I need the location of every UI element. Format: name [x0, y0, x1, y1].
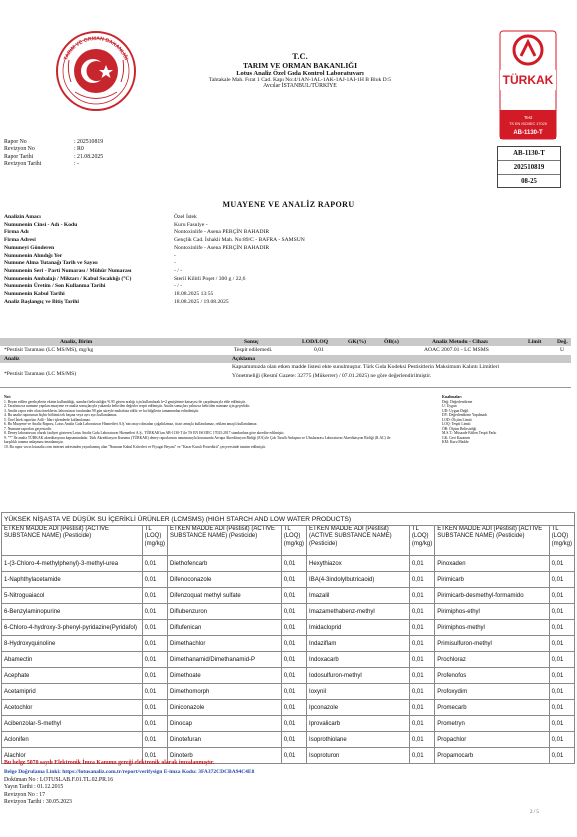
pesticide-loq: 0,01 [549, 716, 574, 732]
table-row [2, 652, 575, 668]
pesticide-loq: 0,01 [549, 668, 574, 684]
abbr-title: Kısaltmalar: [442, 395, 463, 399]
abbr-item: LOD: Ölçüm Limiti [442, 417, 472, 422]
pesticide-name: Diethofencarb [168, 556, 282, 572]
col-header-name: ETKEN MADDE ADI (Pestisit) (ACTIVE SUBSTANCE NAME) (Pesticide) [2, 526, 143, 556]
pesticide-name: Ipconazole [307, 700, 410, 716]
pesticide-name: Primisulfuron-methyl [435, 636, 549, 652]
note-item: 4. Bu analiz raporunun hiçbir bölümü tek başına veya ayrı ayrı kullanılamaz. [4, 413, 118, 417]
table-row [2, 572, 575, 588]
info-row: Numunenin Seri - Parti Numarası / Mühür Numarası - / - [4, 267, 183, 274]
meta-value: : 21.08.2025 [74, 153, 104, 160]
pesticide-name: Diflufenican [168, 620, 282, 636]
accreditation-code: AB-1130-T [498, 147, 560, 161]
pesticide-loq: 0,01 [281, 716, 306, 732]
abbr-item: LOQ: Tespit Limiti [442, 422, 471, 426]
col-header-name: ETKEN MADDE ADI (Pestisit) (ACTIVE SUBSTANCE NAME) (Pesticide) [307, 526, 410, 556]
pesticide-name: Ioxynil [307, 684, 410, 700]
pesticide-name: Dimethachlor [168, 636, 282, 652]
page-title: MUAYENE VE ANALİZ RAPORU [222, 200, 355, 209]
col-header-name: ETKEN MADDE ADI (Pestisit) (ACTIVE SUBSTANCE NAME) (Pesticide) [168, 526, 282, 556]
info-row: Numunenin Kabul Tarihi 18.08.2025 13:55 [4, 291, 214, 298]
pesticide-loq: 0,01 [409, 668, 434, 684]
pesticide-name: Hexythiazox [307, 556, 410, 572]
pesticide-loq: 0,01 [281, 684, 306, 700]
pesticide-name: Imidacloprid [307, 620, 410, 636]
pesticide-loq: 0,01 [549, 588, 574, 604]
pesticide-name: Profenofos [435, 668, 549, 684]
pesticide-loq: 0,01 [281, 668, 306, 684]
pesticide-loq: 0,01 [409, 556, 434, 572]
col-header-loq: TL (LOQ) (mg/kg) [549, 526, 574, 556]
pesticide-loq: 0,01 [549, 604, 574, 620]
pesticide-loq: 0,01 [549, 556, 574, 572]
results-header [0, 338, 571, 346]
aciklama-header: Analiz Açıklama [0, 355, 571, 363]
pesticide-loq: 0,01 [142, 716, 167, 732]
pesticide-loq: 0,01 [549, 748, 574, 764]
pesticide-name: Difenzoquat methyl sulfate [168, 588, 282, 604]
pesticide-loq: 0,01 [549, 636, 574, 652]
seal-text: TARIM VE ORMAN BAKANLIĞI [63, 35, 129, 62]
pesticide-loq: 0,01 [142, 700, 167, 716]
pesticide-name: Indaziflam [307, 636, 410, 652]
meta-value: : R0 [74, 146, 84, 153]
pesticide-name: Pinoxaden [435, 556, 549, 572]
pesticide-table [1, 512, 575, 764]
pesticide-name: 1-(3-Chloro-4-methylphenyl)-3-methyl-urea [2, 556, 143, 572]
pesticide-name: Aclonifen [2, 732, 143, 748]
pesticide-name: Prometryn [435, 716, 549, 732]
abbr-item: Değ: Değerlendirme [442, 399, 473, 404]
pesticide-name: Profoxydim [435, 684, 549, 700]
pesticide-name: Abamectin [2, 652, 143, 668]
abbr-item: U: Uygun [442, 404, 457, 408]
meta-key: Rapor No [4, 139, 27, 145]
col-header-loq: TL (LOQ) (mg/kg) [142, 526, 167, 556]
doc-revision-date: Revizyon Tarihi : 30.05.2023 [4, 799, 72, 806]
pesticide-name: Iprovalicarb [307, 716, 410, 732]
lab-address-line2: Avcılar İSTANBUL/TÜRKİYE [263, 83, 337, 90]
pesticide-name: 5-Nitroguaiacol [2, 588, 143, 604]
pesticide-name: Diflubenzuron [168, 604, 282, 620]
pesticide-name: Dinoterb [168, 748, 282, 764]
pesticide-name: 1-Naphthylacetamide [2, 572, 143, 588]
notes-title: Not: [4, 395, 11, 399]
info-row: Numunenin Cinsi - Adı - Kodu Kuru Fasulye - [4, 221, 208, 228]
pesticide-name: Propamocarb [435, 748, 549, 764]
info-row: Numunenin Üretim / Son Kullanma Tarihi - / - [4, 283, 183, 290]
note-item: 1. Beyan edilen gerekçelerin ekinin kullanıldığı, standart belirsizliğin % 95 güven aralığı için kullanılarak k=2 genişletme katsayısı ile çarpılmasıyla elde edilmiştir. [4, 399, 246, 404]
abbr-item: KM: Kuru Madde [442, 440, 469, 444]
note-item: 8. Deney laboratuvarı olarak faaliyet gösteren Lotus Analiz Gıda Laboratuvar Hizmetleri A.Ş., TÜRKAK'tan AB-1130-T ile TS EN ISO/IEC 17025:2017 standardına göre akredite edilmiştir. [4, 431, 285, 435]
report-meta [4, 139, 103, 168]
pesticide-name: 6-Chloro-4-hydroxy-3-phenyl-pyridazine(Pyridafol) [2, 620, 143, 636]
notes [4, 395, 404, 449]
pesticide-name: Pirimiphos-ethyl [435, 604, 549, 620]
turkak-sub1: Test [523, 115, 533, 120]
abbr-item: GK: Geri Kazanım [442, 435, 471, 440]
info-row: Firma Adresi Gençlik Cad. İshakli Mah. No:89/C - BAFRA - SAMSUN [4, 237, 305, 244]
pesticide-table-caption: YÜKSEK NİŞASTA VE DÜŞÜK SU İÇERİKLİ ÜRÜNLER (LCMSMS) (HIGH STARCH AND LOW WATER PRODUCTS) [2, 513, 575, 526]
info-row: Analizin Amacı Özel İstek [4, 214, 197, 220]
pesticide-loq: 0,01 [549, 732, 574, 748]
note-item: 7. Numune raporları geçersizdir. [4, 426, 52, 431]
pesticide-loq: 0,01 [549, 700, 574, 716]
col-analysis: Analiz, Birim [60, 339, 93, 345]
pesticide-loq: 0,01 [409, 620, 434, 636]
pesticide-name: Pirimicarb [435, 572, 549, 588]
pesticide-loq: 0,01 [409, 684, 434, 700]
col-header-loq: TL (LOQ) (mg/kg) [281, 526, 306, 556]
note-item: 10. Bu rapor www.lotusaliz.com internet adresinden yayınlanmış olan "Numune Kabul Kriterleri ve Fiyagat Beyanı" ve "Karar Kuralı Prosedürü" çerçevesinde tanzim edilmiştir. [4, 444, 266, 449]
accreditation-report-no: 202510819 [498, 161, 560, 175]
pesticide-name: 6-Benzylaminopurine [2, 604, 143, 620]
pesticide-loq: 0,01 [281, 588, 306, 604]
turkak-logo [499, 30, 557, 140]
pesticide-loq: 0,01 [409, 700, 434, 716]
page-number: 2 / 5 [530, 810, 539, 815]
pesticide-name: Isoproturon [307, 748, 410, 764]
pesticide-name: Imazamethabenz-methyl [307, 604, 410, 620]
pesticide-loq: 0,01 [142, 588, 167, 604]
note-item: 6. Bu Muayene ve Analiz Raporu, Lotus Analiz Gıda Laboratuvar Hizmetleri A.Ş.'nin onayı olmadan çoğaltılamaz, ticari amaçla kullanılamaz, reklam amaçlı kullanılamaz. [4, 422, 258, 426]
info-row: Numunenin Alındığı Yer - [4, 252, 176, 259]
pesticide-loq: 0,01 [281, 604, 306, 620]
col-lod: LOD/LOQ [302, 339, 329, 345]
pesticide-loq: 0,01 [142, 684, 167, 700]
pesticide-loq: 0,01 [142, 572, 167, 588]
document-info [4, 777, 113, 807]
pesticide-name: Imazalil [307, 588, 410, 604]
lab-address-line1: Tahtakale Mah. Fırat 1 Cad. Kapı No:4/1AN-1AL-1AK-1AJ-1AI-1H B Blok D:5 [208, 77, 392, 84]
pesticide-loq: 0,01 [549, 620, 574, 636]
pesticide-loq: 0,01 [409, 716, 434, 732]
doc-no: Doküman No : LOTUSLAB.F.01.TL.02.PR.16 [4, 777, 114, 783]
pesticide-loq: 0,01 [142, 556, 167, 572]
table-row [2, 636, 575, 652]
pesticide-loq: 0,01 [409, 732, 434, 748]
note-item: 2. Tarafımızca numune yapılan muayene ve analiz sonuçlarıyla yukarıda belirtilen değerler tespit edilmiştir. Analiz sonuçları yalnızca belirtilen numune için geçerlidir. [4, 404, 251, 408]
pesticide-loq: 0,01 [549, 572, 574, 588]
pesticide-loq: 0,01 [142, 668, 167, 684]
meta-value: : - [74, 160, 79, 167]
info-row: Firma Adı Nontoxinlife - Asena PERÇİN BAHADIR [4, 229, 270, 236]
turkak-code: AB-1130-T [513, 130, 543, 136]
pesticide-loq: 0,01 [281, 572, 306, 588]
info-row: Numunenin Ambalajı / Miktarı / Kabul Sıcaklığı (°C) Steril Kilitli Poşet / 300 g / 22,6 [4, 275, 246, 282]
results-row: *Pestisit Taraması (LC MS/MS), mg/kg Tespit edilemedi. 0,01 AOAC 2007.01 - LC MSMS U [4, 347, 565, 353]
pesticide-loq: 0,01 [281, 748, 306, 764]
pesticide-loq: 0,01 [549, 684, 574, 700]
turkak-wordmark: TÜRKAK [502, 73, 554, 87]
results-table [0, 338, 571, 388]
table-row [2, 604, 575, 620]
pesticide-name: Pirimicarb-desmethyl-formamido [435, 588, 549, 604]
pesticide-name: Diniconazole [168, 700, 282, 716]
pesticide-name: Acibenzolar-S-methyl [2, 716, 143, 732]
pesticide-name: Acetamiprid [2, 684, 143, 700]
pesticide-loq: 0,01 [549, 652, 574, 668]
info-row: Numune Alma Tutanağı Tarih ve Sayısı - [4, 260, 176, 267]
pesticide-loq: 0,01 [142, 732, 167, 748]
meta-key: Revizyon Tarihi [4, 160, 42, 167]
lab-name: Lotus Analiz Özel Gıda Kontrol Laboratuvarı [236, 69, 364, 77]
pesticide-loq: 0,01 [281, 700, 306, 716]
pesticide-loq: 0,01 [281, 556, 306, 572]
pesticide-name: Alachlor [2, 748, 143, 764]
col-header-loq: TL (LOQ) (mg/kg) [409, 526, 434, 556]
pesticide-loq: 0,01 [409, 572, 434, 588]
turkak-sub2: TS EN ISO/IEC 17025 [509, 122, 547, 126]
pesticide-name: Dinocap [168, 716, 282, 732]
pesticide-name: Isoprothiolane [307, 732, 410, 748]
col-header-name: ETKEN MADDE ADI (Pestisit) (ACTIVE SUBSTANCE NAME) (Pesticide) [435, 526, 549, 556]
pesticide-name: Dimethomorph [168, 684, 282, 700]
pesticide-name: Acephate [2, 668, 143, 684]
note-item: 9. "*" İle analiz TÜRKAK akreditasyonu kapsamındadır. Türk Akreditasyon Kurumu (TÜRKAK) deney raporlarının tanınmasıyla konusunda Avrupa Akreditasyon Birliği (EA) ile Çok Taraflı Anlaşma ve Uluslararası Laboratuvar Akreditasyon Birliği (ILAC) ile karşılıklı tanıma anlaşması imzalamıştır. [4, 435, 391, 444]
note-item: 3. Analiz rapor eder olan örneklerin, laboratuvar tarafından 90 gün süreyle muhafaza edilir ve bu bilgilerin tamamından edinilmiştir. [4, 408, 199, 413]
table-row [2, 684, 575, 700]
ministry-seal [55, 30, 137, 112]
pesticide-name: Indoxacarb [307, 652, 410, 668]
aciklama-row: *Pestisit Taraması (LC MS/MS) Kapsamımızda olan etken madde listesi ekte sunulmuştur. Türk Gıda Kodeksi Pestisitlerin Maksimum Kalıntı Limitleri Yönetmeliği (Resmî Gazete: 32775 (Mükerrer) / 07.01.2025) ne göre değerlendirilmiştir. [0, 363, 571, 388]
pesticide-name: Prochloraz [435, 652, 549, 668]
analysis-info [4, 214, 305, 306]
doc-revision-no: Revizyon No : 17 [4, 791, 46, 798]
abbr-item: M.S.T.: Müsaade Edilen Tespit Farkı [442, 431, 497, 435]
meta-key: Rapor Tarihi [4, 153, 34, 160]
table-row [2, 556, 575, 572]
pesticide-loq: 0,01 [142, 636, 167, 652]
esign-notice: Bu belge 5070 sayılı Elektronik İmza Kanunu gereği elektronik olarak imzalanmıştır. [4, 760, 215, 766]
pesticide-loq: 0,01 [409, 604, 434, 620]
pesticide-table-header [2, 526, 575, 556]
lab-header [150, 52, 450, 90]
pesticide-loq: 0,01 [281, 652, 306, 668]
pesticide-loq: 0,01 [409, 636, 434, 652]
pesticide-name: Promecarb [435, 700, 549, 716]
pesticide-loq: 0,01 [281, 732, 306, 748]
pesticide-name: Dinotefuran [168, 732, 282, 748]
col-method: Analiz Metodu - Cihazı [432, 339, 488, 345]
pesticide-loq: 0,01 [409, 588, 434, 604]
pesticide-loq: 0,01 [409, 748, 434, 764]
pesticide-loq: 0,01 [409, 652, 434, 668]
meta-value: : 202510819 [74, 139, 104, 145]
col-result: Sonuç [244, 339, 259, 345]
ministry-short: T.C. [292, 51, 308, 61]
ministry-name: TARIM VE ORMAN BAKANLIĞI [242, 60, 358, 70]
col-limit: Limit [528, 339, 542, 345]
pesticide-name: Difenoconazole [168, 572, 282, 588]
table-row [2, 668, 575, 684]
verify-link[interactable]: Belge Doğrulama Linki: https://lotusanaliz.com.tr/report/verifysign E-imza Kodu: 3FA372CDCBA94C4E8 [4, 769, 255, 775]
pesticide-name: Acetochlor [2, 700, 143, 716]
accreditation-date: 08-25 [521, 178, 537, 185]
info-row: Numuneyi Gönderen Nontoxinlife - Asena PERÇİN BAHADIR [4, 244, 270, 251]
table-row [2, 716, 575, 732]
pesticide-name: Pirimiphos-methyl [435, 620, 549, 636]
col-ob: ÖB(±) [384, 339, 399, 345]
pesticide-name: Dimethanamid/Dimethanamid-P [168, 652, 282, 668]
pesticide-table-caption-row [2, 513, 575, 526]
pesticide-loq: 0,01 [281, 620, 306, 636]
pesticide-loq: 0,01 [142, 748, 167, 764]
pesticide-name: Propachlor [435, 732, 549, 748]
col-deg: Değ. [557, 339, 568, 345]
table-row [2, 588, 575, 604]
pesticide-name: 8-Hydroxyquinoline [2, 636, 143, 652]
pesticide-name: Dimethoate [168, 668, 282, 684]
meta-key: Revizyon No [4, 146, 35, 153]
pesticide-name: Iodosulfuron-methyl [307, 668, 410, 684]
abbr-item: DY: Değerlendirme Yapılmadı [442, 413, 488, 417]
pesticide-loq: 0,01 [142, 604, 167, 620]
col-gk: GK(%) [348, 339, 367, 345]
table-row [2, 700, 575, 716]
abbr-item: ÖB: Ölçüm Belirsizliği [442, 426, 477, 431]
pesticide-name: IBA(4-3indolylbutricaoid) [307, 572, 410, 588]
accreditation-box [497, 146, 561, 188]
pesticide-loq: 0,01 [142, 652, 167, 668]
info-row: Analiz Başlangıç ve Bitiş Tarihi 18.08.2025 / 19.08.2025 [4, 298, 229, 305]
pesticide-loq: 0,01 [281, 636, 306, 652]
doc-publish-date: Yayın Tarihi : 01.12.2015 [4, 784, 64, 791]
table-row [2, 620, 575, 636]
abbreviations [442, 395, 572, 445]
pesticide-loq: 0,01 [142, 620, 167, 636]
note-item: 5. Özel İstek raporları Adli - İdari işlemlerde kullanılamaz. [4, 417, 91, 422]
table-row [2, 732, 575, 748]
abbr-item: UD: Uygun Değil [442, 408, 469, 413]
